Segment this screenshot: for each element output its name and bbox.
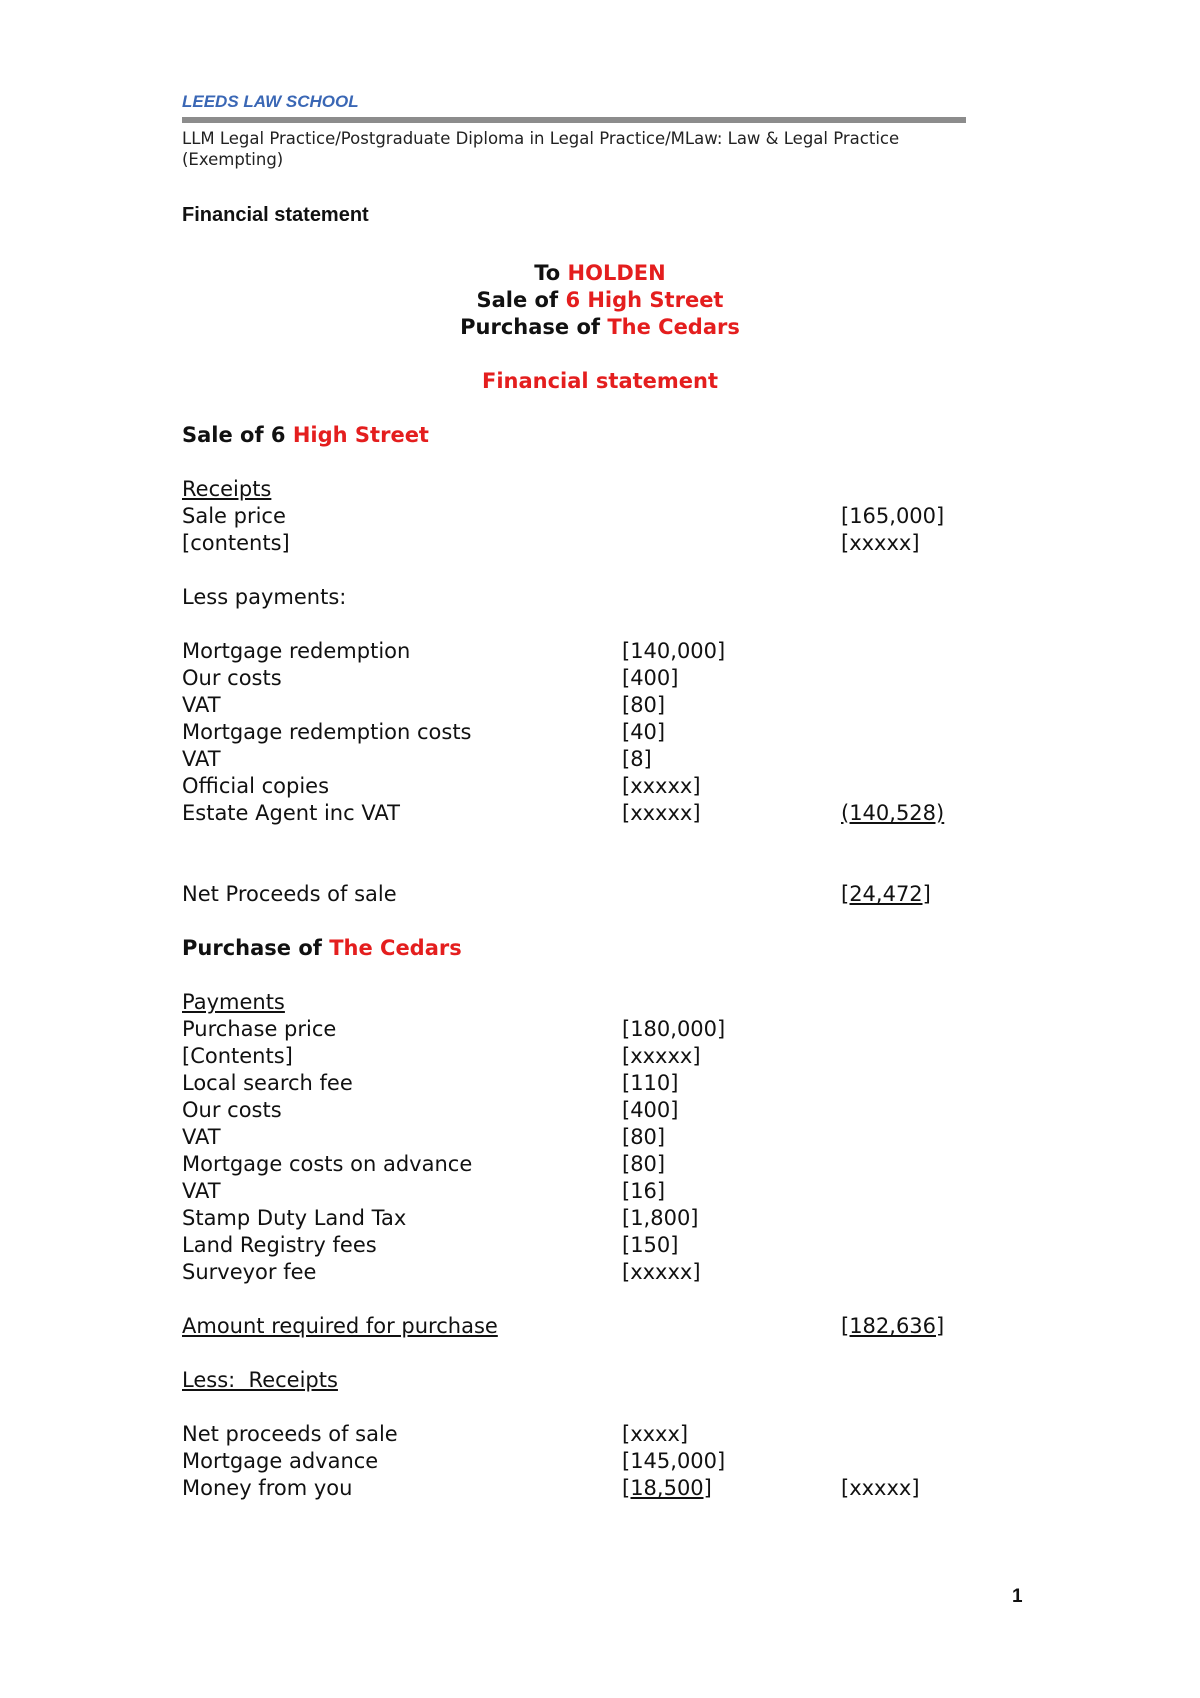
sale-payment-amount: [xxxxx] xyxy=(622,774,701,798)
purchase-payment-label: Local search fee xyxy=(182,1071,353,1095)
school-name: LEEDS LAW SCHOOL xyxy=(182,92,359,111)
purchase-payment-label: Stamp Duty Land Tax xyxy=(182,1206,407,1230)
sale-payment-label: VAT xyxy=(182,693,221,717)
purchase-payment-label: VAT xyxy=(182,1125,221,1149)
sale-heading-prefix: Sale of 6 xyxy=(182,423,286,447)
purchase-heading xyxy=(182,936,462,960)
sale-receipt-label: [contents] xyxy=(182,531,290,555)
purchase-heading-property: The Cedars xyxy=(329,936,462,960)
purchase-payment-amount: [xxxxx] xyxy=(622,1260,701,1284)
sale-payments-total: (140,528) xyxy=(841,801,945,825)
less-payments-label: Less payments: xyxy=(182,585,347,609)
sale-payment-label: Mortgage redemption xyxy=(182,639,411,663)
sale-payment-label: VAT xyxy=(182,747,221,771)
header-rule xyxy=(182,117,966,123)
to-prefix: To xyxy=(534,261,561,285)
purchase-receipts-total: [xxxxx] xyxy=(841,1476,920,1500)
purchase-payment-amount: [16] xyxy=(622,1179,666,1203)
sale-property: 6 High Street xyxy=(565,288,724,312)
sale-payment-label: Our costs xyxy=(182,666,282,690)
purchase-payment-amount: [80] xyxy=(622,1152,666,1176)
purchase-receipt-amount: [145,000] xyxy=(622,1449,726,1473)
purchase-receipt-amount: [18,500] xyxy=(622,1476,712,1500)
purchase-payment-label: Purchase price xyxy=(182,1017,337,1041)
purchase-receipt-label: Net proceeds of sale xyxy=(182,1422,398,1446)
sale-receipt-amount: [xxxxx] xyxy=(841,531,920,555)
amount-required-label: Amount required for purchase xyxy=(182,1314,498,1338)
purchase-payment-label: Land Registry fees xyxy=(182,1233,377,1257)
net-proceeds-label: Net Proceeds of sale xyxy=(182,882,397,906)
purchase-heading-prefix: Purchase of xyxy=(182,936,322,960)
amount-required-value: [182,636] xyxy=(841,1314,945,1338)
purchase-receipt-amount: [xxxx] xyxy=(622,1422,689,1446)
sale-payment-label: Official copies xyxy=(182,774,330,798)
purchase-receipt-label: Money from you xyxy=(182,1476,353,1500)
sale-heading xyxy=(182,423,429,447)
purchase-payment-amount: [1,800] xyxy=(622,1206,699,1230)
sale-payment-amount: [140,000] xyxy=(622,639,726,663)
purchase-payment-label: Mortgage costs on advance xyxy=(182,1152,473,1176)
purchase-property: The Cedars xyxy=(607,315,740,339)
purchase-receipt-label: Mortgage advance xyxy=(182,1449,379,1473)
purchase-payment-amount: [150] xyxy=(622,1233,679,1257)
to-line xyxy=(0,261,1200,285)
sale-payment-amount: [40] xyxy=(622,720,666,744)
purchase-payment-label: Our costs xyxy=(182,1098,282,1122)
sale-payment-amount: [8] xyxy=(622,747,652,771)
purchase-payment-label: [Contents] xyxy=(182,1044,293,1068)
document-heading: Financial statement xyxy=(182,204,369,226)
purchase-payment-amount: [180,000] xyxy=(622,1017,726,1041)
purchase-payment-amount: [110] xyxy=(622,1071,679,1095)
statement-title: Financial statement xyxy=(481,369,719,393)
sale-line xyxy=(0,288,1200,312)
sale-receipt-label: Sale price xyxy=(182,504,286,528)
receipts-label: Receipts xyxy=(182,477,272,501)
sale-prefix: Sale of xyxy=(476,288,559,312)
net-proceeds-amount: [24,472] xyxy=(841,882,931,906)
payments-label: Payments xyxy=(182,990,285,1014)
sale-heading-property: High Street xyxy=(292,423,429,447)
purchase-payment-amount: [400] xyxy=(622,1098,679,1122)
purchase-payment-label: VAT xyxy=(182,1179,221,1203)
purchase-payment-label: Surveyor fee xyxy=(182,1260,317,1284)
purchase-payment-amount: [xxxxx] xyxy=(622,1044,701,1068)
purchase-payment-amount: [80] xyxy=(622,1125,666,1149)
sale-payment-amount: [xxxxx] xyxy=(622,801,701,825)
course-title: LLM Legal Practice/Postgraduate Diploma in Legal Practice/MLaw: Law & Legal Practice (Exempting) xyxy=(182,129,900,169)
sale-payment-amount: [400] xyxy=(622,666,679,690)
sale-payment-label: Estate Agent inc VAT xyxy=(182,801,400,825)
less-receipts-label: Less: Receipts xyxy=(182,1368,338,1392)
sale-receipt-amount: [165,000] xyxy=(841,504,945,528)
purchase-line xyxy=(0,315,1200,339)
client-name: HOLDEN xyxy=(567,261,666,285)
page-number: 1 xyxy=(1012,1586,1023,1607)
sale-payment-label: Mortgage redemption costs xyxy=(182,720,472,744)
sale-payment-amount: [80] xyxy=(622,693,666,717)
purchase-prefix: Purchase of xyxy=(460,315,601,339)
